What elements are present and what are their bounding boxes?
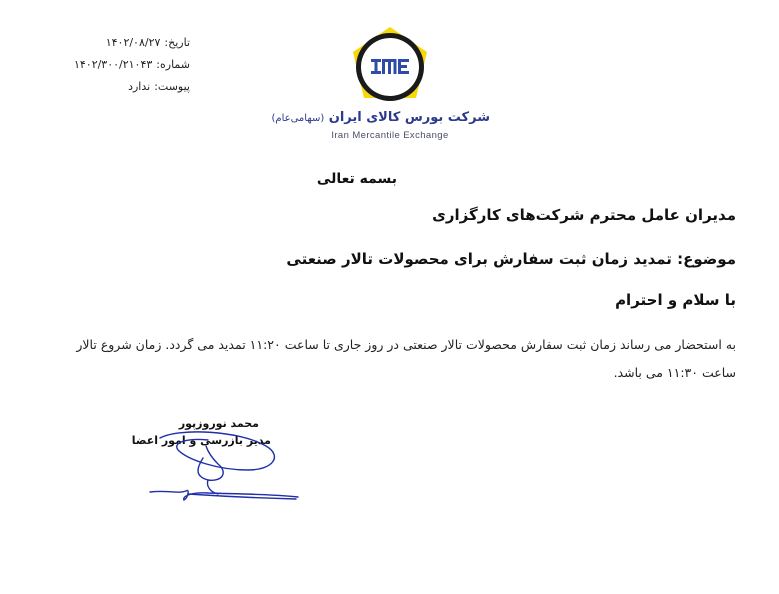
meta-date-label: تاریخ:	[164, 36, 190, 49]
meta-number-value: ۱۴۰۲/۳۰۰/۲۱۰۴۳	[73, 58, 153, 71]
letter-body: به استحضار می رساند زمان ثبت سفارش محصولات تالار صنعتی در روز جاری تا ساعت ۱۱:۲۰ تمدید می گردد. زمان شروع تالار ساعت ۱۱:۳۰ می باشد.	[76, 337, 736, 380]
signatory-title: مدیر بازرسی و امور اعضا	[131, 434, 271, 447]
letter-subject: موضوع: تمدید زمان ثبت سفارش برای محصولات تالار صنعتی	[286, 250, 736, 268]
meta-date-value: ۱۴۰۲/۰۸/۲۷	[105, 36, 161, 49]
meta-number	[60, 54, 190, 76]
ime-emblem-icon	[345, 26, 435, 108]
letter-greeting: با سلام و احترام	[615, 291, 736, 309]
handwritten-signature-icon	[148, 420, 308, 510]
company-name-en: Iran Mercantile Exchange	[331, 130, 449, 141]
company-name-fa-suffix: (سهامی‌عام)	[271, 113, 325, 124]
meta-attachment-value: ندارد	[128, 80, 151, 93]
company-name-fa-main: شرکت بورس کالای ایران	[328, 110, 490, 125]
letter-addressee: مدیران عامل محترم شرکت‌های کارگزاری	[432, 206, 736, 224]
meta-attachment-label: پیوست:	[154, 80, 190, 93]
company-logo	[271, 26, 490, 146]
meta-number-label: شماره:	[156, 58, 190, 71]
company-name-fa	[271, 110, 490, 125]
bismillah-heading: بسمه تعالی	[316, 171, 397, 187]
letter-meta	[60, 32, 190, 98]
meta-date	[60, 32, 190, 54]
signatory-name: محمد نوروزپور	[178, 417, 259, 430]
meta-attachment	[60, 76, 190, 98]
